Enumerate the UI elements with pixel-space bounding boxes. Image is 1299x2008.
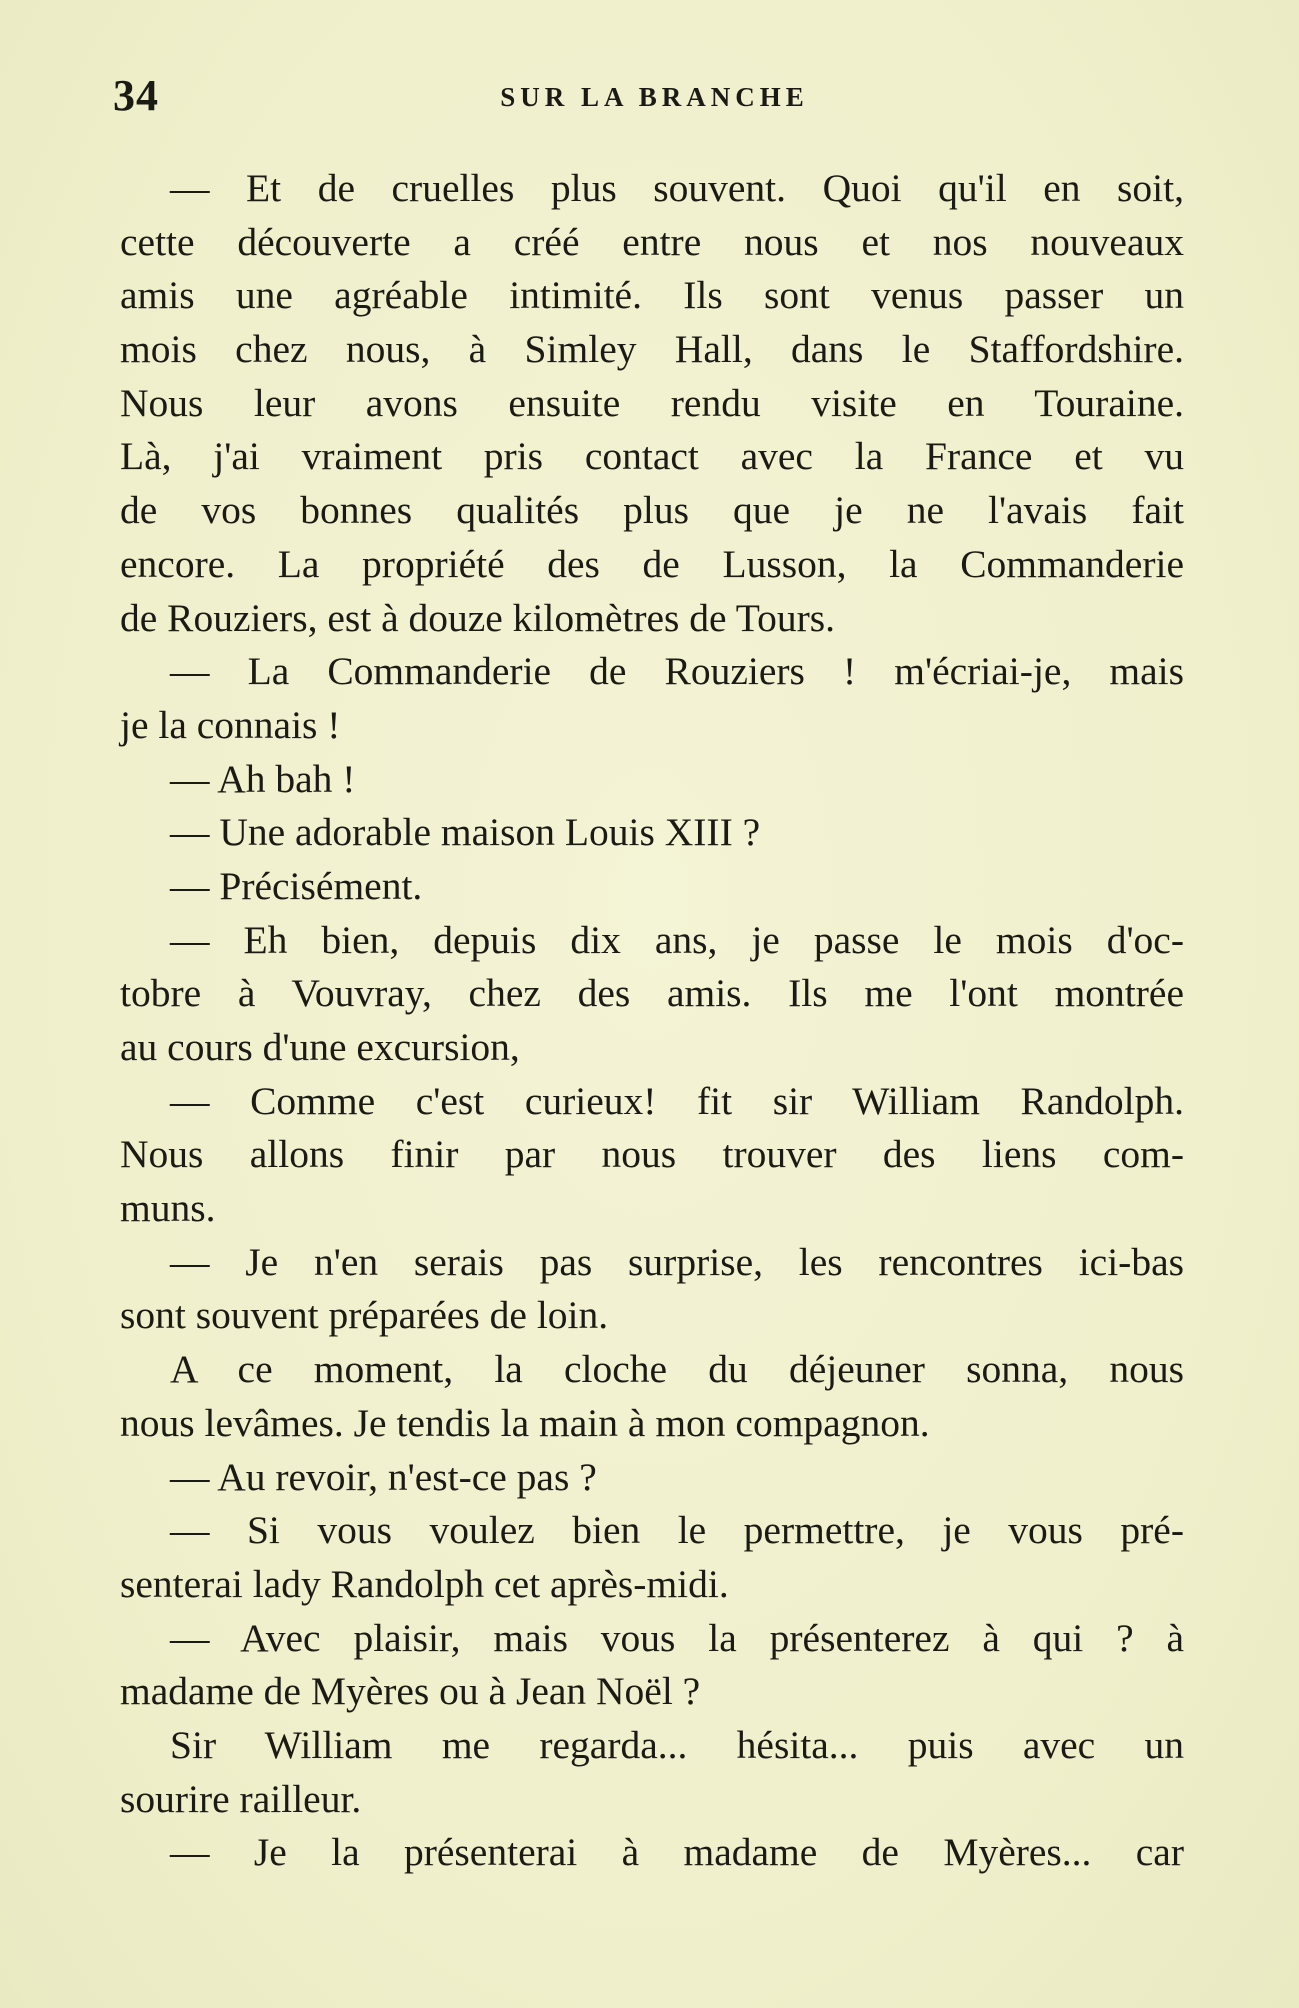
text-line: sont souvent préparées de loin. <box>120 1293 609 1338</box>
page-number: 34 <box>113 71 159 120</box>
text-line: — Eh bien, depuis dix ans, je passe le mois d'oc- <box>170 917 1184 962</box>
text-line: Là, j'ai vraiment pris contact avec la France et vu <box>120 434 1184 479</box>
text-line: — Au revoir, n'est-ce pas ? <box>170 1454 597 1499</box>
text-line: — Comme c'est curieux! fit sir William Randolph. <box>170 1078 1184 1123</box>
body-text <box>120 162 1184 1880</box>
text-line: Sir William me regarda... hésita... puis avec un <box>170 1722 1184 1767</box>
text-line: — La Commanderie de Rouziers ! m'écriai-je, mais <box>170 649 1184 694</box>
running-head: SUR LA BRANCHE <box>500 82 809 112</box>
text-line: au cours d'une excursion, <box>120 1025 520 1069</box>
text-line: — Précisément. <box>170 863 423 908</box>
text-line: Nous leur avons ensuite rendu visite en Touraine. <box>120 380 1184 425</box>
text-line: je la connais ! <box>120 702 341 747</box>
text-line: mois chez nous, à Simley Hall, dans le Staffordshire. <box>120 327 1184 372</box>
text-line: de vos bonnes qualités plus que je ne l'avais fait <box>120 488 1184 533</box>
text-line: de Rouziers, est à douze kilomètres de Tours. <box>120 595 835 640</box>
text-line: sourire railleur. <box>120 1776 362 1821</box>
text-line: senterai lady Randolph cet après-midi. <box>120 1561 729 1606</box>
text-line: Nous allons finir par nous trouver des liens com- <box>120 1132 1184 1177</box>
text-line: tobre à Vouvray, chez des amis. Ils me l'ont montrée <box>120 971 1184 1016</box>
text-line: — Une adorable maison Louis XIII ? <box>170 810 761 855</box>
text-line: — Ah bah ! <box>170 756 356 801</box>
text-line: — Si vous voulez bien le permettre, je vous pré- <box>170 1508 1184 1553</box>
text-line: nous levâmes. Je tendis la main à mon compagnon. <box>120 1400 930 1445</box>
text-line: madame de Myères ou à Jean Noël ? <box>120 1669 701 1714</box>
text-line: encore. La propriété des de Lusson, la Commanderie <box>120 541 1184 586</box>
text-line: — Je la présenterai à madame de Myères... car <box>170 1830 1184 1875</box>
text-line: muns. <box>120 1186 216 1231</box>
text-line: — Et de cruelles plus souvent. Quoi qu'il en soit, <box>170 166 1184 210</box>
text-line: amis une agréable intimité. Ils sont venus passer un <box>120 273 1184 318</box>
text-line: — Je n'en serais pas surprise, les rencontres ici-bas <box>170 1239 1184 1284</box>
text-line: A ce moment, la cloche du déjeuner sonna, nous <box>170 1347 1184 1392</box>
text-line: — Avec plaisir, mais vous la présenterez à qui ? à <box>170 1615 1184 1660</box>
text-line: cette découverte a créé entre nous et nos nouveaux <box>120 219 1184 264</box>
